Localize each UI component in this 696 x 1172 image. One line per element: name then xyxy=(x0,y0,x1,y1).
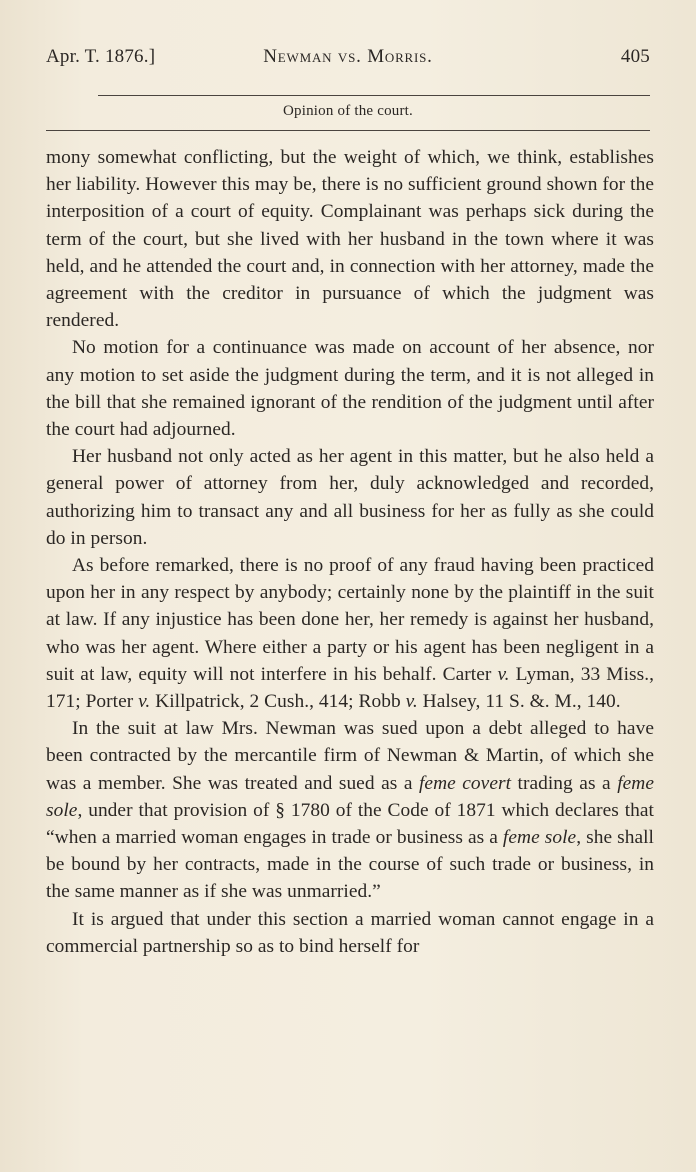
paragraph-p4 xyxy=(46,552,654,715)
header-rule-bottom xyxy=(46,130,650,131)
page-number: 405 xyxy=(620,46,650,67)
paragraph-text: No motion for a continuance was made on account of her absence, nor any motion to set aside the judgment during the term, and it is not alleged in the bill that she remained ignorant of the rendition of the judgment until after the court had adjourned. xyxy=(46,337,654,441)
paragraph-text: Halsey, 11 S. &. M., 140. xyxy=(417,691,621,713)
paragraph-p1 xyxy=(46,144,654,334)
paragraph-text: Her husband not only acted as her agent in this matter, but he also held a general power of attorney from her, duly acknowledged and recorded, authorizing him to transact any and all business for her as fully as she could do in person. xyxy=(46,446,654,549)
opinion-body-text xyxy=(46,144,654,960)
running-header xyxy=(46,46,650,80)
italic-text: feme sole xyxy=(502,827,577,849)
header-rule-top xyxy=(98,95,650,96)
paragraph-p3 xyxy=(46,443,654,552)
paragraph-p2 xyxy=(46,334,654,443)
paragraph-text: As before remarked, there is no proof of any fraud having been practiced upon her in any respect by anybody; certainly none by the plaintiff in the suit at law. If any injustice has been done her, her remedy is against her husband, who was her agent. Where either a party or his agent has been negligent in a suit at law, equity will not interfere in his behalf. Carter xyxy=(46,555,654,685)
paragraph-text: , she shall be bound by her contracts, made in the course of such trade or business, in the same manner as if she was unmarried.” xyxy=(46,827,654,903)
case-title: Newman vs. Morris. xyxy=(263,46,433,67)
paragraph-text: In the suit at law Mrs. Newman was sued upon a debt alleged to have been contracted by the mercantile firm of Newman & Martin, of which she was a member. She was treated and sued as a xyxy=(46,718,654,794)
section-subheader: Opinion of the court. xyxy=(282,103,413,119)
paragraph-p6 xyxy=(46,906,654,960)
paragraph-text: trading as a xyxy=(511,772,618,794)
italic-text: v. xyxy=(405,691,418,713)
paragraph-p5 xyxy=(46,715,654,905)
italic-text: v. xyxy=(138,691,151,713)
italic-text: feme sole xyxy=(46,772,654,821)
paragraph-text: , under that provision of § 1780 of the Code of 1871 which declares that “when a married woman engages in trade or business as a xyxy=(46,799,654,849)
term-label: Apr. T. 1876.] xyxy=(46,46,156,67)
paragraph-text: Killpatrick, 2 Cush., 414; Robb xyxy=(150,691,406,713)
italic-text: feme covert xyxy=(418,772,512,794)
paragraph-text: It is argued that under this section a married woman cannot engage in a commercial partnership so as to bind herself for xyxy=(46,908,654,957)
italic-text: v. xyxy=(497,663,510,685)
paragraph-text: mony somewhat conflicting, but the weight of which, we think, establishes her liability. However this may be, there is no sufficient ground shown for the interposition of a court of equity. Complainant was perhaps sick during the term of the court, but she lived with her husband in the town where it was held, and he attended the court and, in connection with her attorney, made the agreement with the creditor in pursuance of which the judgment was rendered. xyxy=(46,147,654,332)
paragraph-text: Lyman, 33 Miss., 171; Porter xyxy=(46,663,654,713)
